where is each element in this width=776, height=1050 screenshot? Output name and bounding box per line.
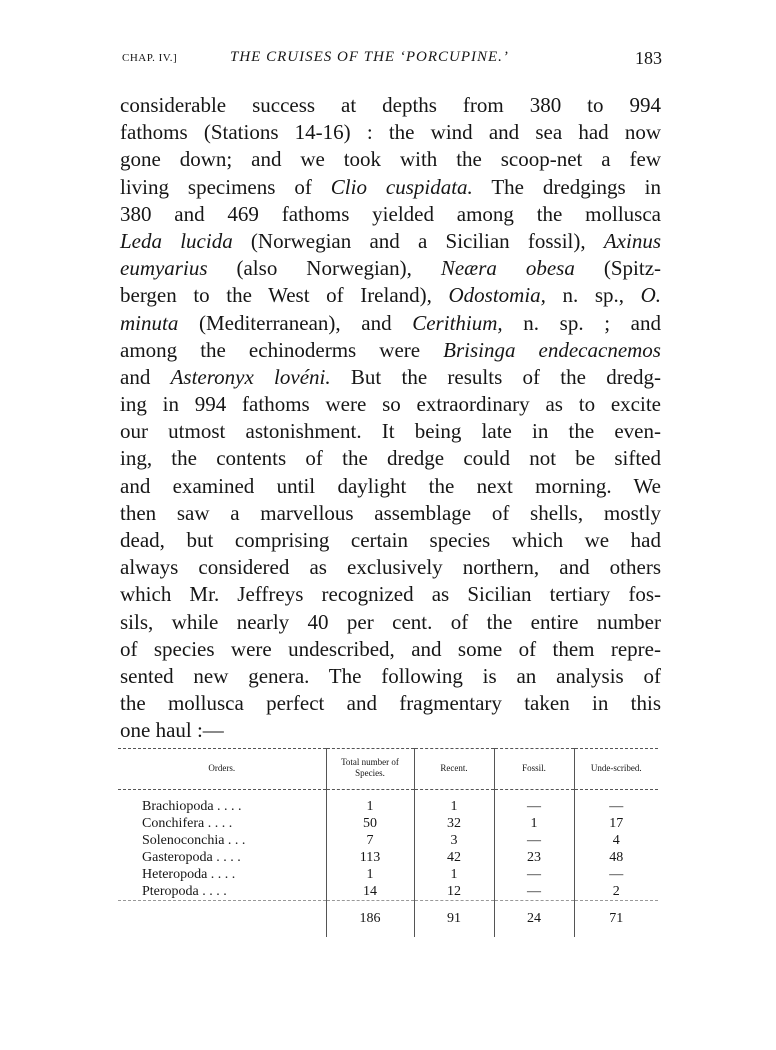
count-cell: 186	[326, 901, 414, 938]
italic-term: Leda lucida	[120, 228, 233, 253]
italic-term: O.	[640, 283, 661, 308]
text-line	[120, 581, 661, 608]
header-total: Total number of Species.	[326, 749, 414, 790]
text-span: (also Norwegian),	[207, 256, 441, 281]
text-span: But the results of the dredg-	[330, 364, 661, 389]
text-line	[120, 527, 661, 554]
text-span: (Norwegian and a Sicilian fossil),	[232, 228, 604, 253]
count-cell: 1	[414, 866, 494, 883]
order-name-cell: Gasteropoda . . . .	[142, 850, 241, 865]
text-span: The dredgings in	[472, 174, 661, 199]
text-span: which Mr. Jeffreys recognized as Sicilian tertiary fos-	[120, 582, 661, 607]
order-name-cell: Brachiopoda . . . .	[142, 799, 242, 814]
text-span: one haul :—	[120, 718, 224, 743]
text-line	[120, 663, 661, 690]
running-title: THE CRUISES OF THE ‘PORCUPINE.’	[230, 49, 509, 65]
text-span: always considered as exclusively northern, and others	[120, 555, 661, 580]
count-cell: —	[574, 798, 658, 815]
species-analysis-table	[118, 748, 658, 937]
italic-term: Clio cuspidata.	[330, 174, 473, 199]
count-cell: —	[494, 866, 574, 883]
count-cell: 71	[574, 901, 658, 938]
spacer-row	[118, 790, 658, 799]
text-span: ing in 994 fathoms were so extraordinary as to excite	[120, 392, 661, 417]
table-body	[118, 790, 658, 938]
text-line	[120, 310, 661, 337]
text-span: and examined until daylight the next morning. We	[120, 473, 661, 498]
totals-row	[118, 901, 658, 938]
text-line	[120, 418, 661, 445]
count-cell: 2	[574, 883, 658, 901]
italic-term: Neæra obesa	[440, 256, 575, 281]
text-line	[120, 337, 661, 364]
text-line	[120, 364, 661, 391]
text-span: our utmost astonishment. It being late in the even-	[120, 419, 661, 444]
text-span: fathoms (Stations 14-16) : the wind and sea had now	[120, 120, 661, 145]
order-name-cell: Solenoconchia . . .	[142, 833, 246, 848]
count-cell: —	[574, 866, 658, 883]
count-cell: 12	[414, 883, 494, 901]
text-span: n. sp.,	[545, 283, 641, 308]
text-span: sented new genera. The following is an analysis of	[120, 663, 661, 688]
text-span: considerable success at depths from 380 to 994	[120, 93, 661, 117]
italic-term: Axinus	[603, 228, 662, 253]
order-name-cell: Conchifera . . . .	[142, 816, 233, 831]
italic-term: Cerithium,	[412, 310, 503, 335]
body-paragraph	[120, 92, 661, 745]
italic-term: minuta	[120, 310, 179, 335]
text-span: among the echinoderms were	[120, 337, 444, 362]
italic-term: Asteronyx lovéni.	[170, 364, 331, 389]
table-row	[118, 849, 658, 866]
text-line	[120, 174, 661, 201]
table-row	[118, 815, 658, 832]
count-cell: 3	[414, 832, 494, 849]
text-span: the mollusca perfect and fragmentary taken in this	[120, 691, 661, 716]
italic-term: Odostomia,	[448, 283, 546, 308]
count-cell: 32	[414, 815, 494, 832]
table-header-row	[118, 749, 658, 790]
count-cell: 23	[494, 849, 574, 866]
count-cell: 42	[414, 849, 494, 866]
text-span: of species were undescribed, and some of them repre-	[120, 636, 661, 661]
header-orders: Orders.	[118, 749, 326, 790]
running-header	[122, 48, 662, 72]
order-name-cell	[118, 901, 326, 938]
header-undescribed: Unde-scribed.	[574, 749, 658, 790]
text-span: gone down; and we took with the scoop-net a few	[120, 147, 661, 172]
text-line	[120, 690, 661, 717]
text-line	[120, 500, 661, 527]
text-span: n. sp. ; and	[502, 310, 662, 335]
text-line	[120, 554, 661, 581]
count-cell: 48	[574, 849, 658, 866]
table-row	[118, 798, 658, 815]
text-line	[120, 255, 661, 282]
count-cell: —	[494, 883, 574, 901]
order-name-cell: Heteropoda . . . .	[142, 867, 236, 882]
count-cell: 1	[494, 815, 574, 832]
count-cell: 91	[414, 901, 494, 938]
italic-term: eumyarius	[120, 256, 208, 281]
table-row	[118, 866, 658, 883]
text-span: bergen to the West of Ireland),	[120, 283, 449, 308]
count-cell: 24	[494, 901, 574, 938]
text-span: (Spitz-	[574, 256, 662, 281]
text-span: dead, but comprising certain species which we had	[120, 528, 661, 552]
text-line	[120, 609, 661, 636]
text-line	[120, 445, 661, 472]
chapter-label: CHAP. IV.]	[122, 52, 178, 64]
italic-term: Brisinga endecacnemos	[443, 337, 661, 362]
count-cell: 4	[574, 832, 658, 849]
count-cell: 1	[326, 866, 414, 883]
count-cell: —	[494, 832, 574, 849]
count-cell: 17	[574, 815, 658, 832]
count-cell: 50	[326, 815, 414, 832]
text-line	[120, 282, 661, 309]
text-span: ing, the contents of the dredge could not be sifted	[120, 446, 661, 471]
count-cell: —	[494, 798, 574, 815]
count-cell: 7	[326, 832, 414, 849]
text-line	[120, 119, 661, 146]
text-span: and	[120, 364, 171, 389]
text-line	[120, 636, 661, 663]
count-cell: 14	[326, 883, 414, 901]
table-row	[118, 883, 658, 901]
text-span: living specimens of	[120, 174, 331, 199]
header-fossil: Fossil.	[494, 749, 574, 790]
text-line	[120, 391, 661, 418]
text-line	[120, 146, 661, 173]
text-line	[120, 717, 661, 744]
count-cell: 113	[326, 849, 414, 866]
count-cell: 1	[414, 798, 494, 815]
text-span: sils, while nearly 40 per cent. of the entire number	[120, 609, 661, 634]
text-span: (Mediterranean), and	[178, 310, 413, 335]
text-span: then saw a marvellous assemblage of shells, mostly	[120, 500, 661, 525]
text-span: 380 and 469 fathoms yielded among the mollusca	[120, 201, 661, 226]
text-line	[120, 228, 661, 255]
header-recent: Recent.	[414, 749, 494, 790]
text-line	[120, 92, 661, 119]
text-line	[120, 201, 661, 228]
text-line	[120, 473, 661, 500]
table-row	[118, 832, 658, 849]
page-number: 183	[635, 48, 662, 68]
count-cell: 1	[326, 798, 414, 815]
order-name-cell: Pteropoda . . . .	[142, 884, 227, 899]
